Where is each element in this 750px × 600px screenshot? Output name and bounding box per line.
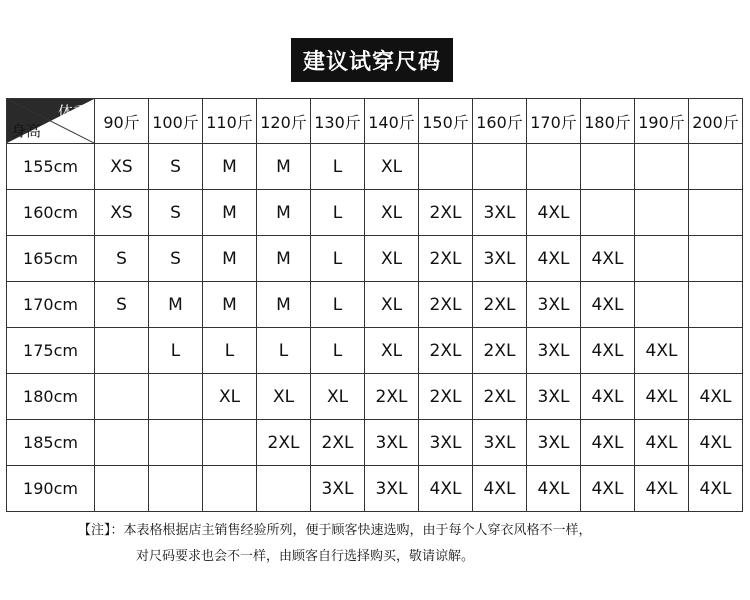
size-cell: 4XL: [581, 420, 635, 466]
size-cell: [203, 420, 257, 466]
size-cell: 3XL: [311, 466, 365, 512]
size-cell: [635, 236, 689, 282]
size-cell: [527, 144, 581, 190]
size-cell: 2XL: [311, 420, 365, 466]
size-cell: S: [149, 144, 203, 190]
size-cell: M: [203, 144, 257, 190]
height-label: 190cm: [7, 466, 95, 512]
size-cell: 3XL: [527, 328, 581, 374]
size-cell: XL: [365, 190, 419, 236]
height-label: 170cm: [7, 282, 95, 328]
weight-header: 180斤: [581, 99, 635, 144]
weight-axis-label: 体重: [57, 103, 88, 121]
size-cell: L: [311, 144, 365, 190]
size-cell: [95, 466, 149, 512]
size-cell: [689, 144, 743, 190]
size-chart-table: [6, 98, 743, 512]
size-cell: [581, 190, 635, 236]
size-cell: 3XL: [527, 374, 581, 420]
size-cell: 4XL: [635, 328, 689, 374]
weight-header: 110斤: [203, 99, 257, 144]
weight-header-row: [7, 99, 743, 144]
size-cell: [635, 190, 689, 236]
size-cell: M: [203, 190, 257, 236]
size-cell: M: [257, 190, 311, 236]
size-cell: [203, 466, 257, 512]
size-cell: S: [149, 236, 203, 282]
size-cell: L: [311, 236, 365, 282]
weight-header: 130斤: [311, 99, 365, 144]
table-row: [7, 374, 743, 420]
size-cell: 4XL: [635, 374, 689, 420]
size-cell: XL: [365, 236, 419, 282]
note-line-1: 【注】：本表格根据店主销售经验所列，便于顾客快速选购，由于每个人穿衣风格不一样，: [78, 523, 592, 538]
table-row: [7, 190, 743, 236]
size-cell: 2XL: [419, 282, 473, 328]
size-cell: 2XL: [419, 236, 473, 282]
size-cell: 3XL: [527, 420, 581, 466]
weight-header: 150斤: [419, 99, 473, 144]
size-cell: [689, 328, 743, 374]
size-cell: [689, 282, 743, 328]
size-cell: M: [203, 282, 257, 328]
weight-header: 140斤: [365, 99, 419, 144]
size-cell: M: [257, 236, 311, 282]
size-cell: 2XL: [473, 328, 527, 374]
size-cell: [95, 374, 149, 420]
size-cell: [581, 144, 635, 190]
size-cell: 4XL: [581, 374, 635, 420]
weight-header: 120斤: [257, 99, 311, 144]
size-cell: 4XL: [689, 420, 743, 466]
size-cell: [95, 328, 149, 374]
table-row: [7, 236, 743, 282]
size-cell: 4XL: [689, 374, 743, 420]
size-cell: S: [95, 282, 149, 328]
size-cell: [689, 236, 743, 282]
height-label: 165cm: [7, 236, 95, 282]
height-label: 185cm: [7, 420, 95, 466]
size-cell: 2XL: [473, 282, 527, 328]
table-row: [7, 466, 743, 512]
height-label: 175cm: [7, 328, 95, 374]
weight-header: 170斤: [527, 99, 581, 144]
size-cell: 2XL: [419, 328, 473, 374]
size-cell: 3XL: [473, 190, 527, 236]
size-cell: 3XL: [473, 420, 527, 466]
size-cell: [635, 282, 689, 328]
size-cell: [95, 420, 149, 466]
size-cell: L: [311, 282, 365, 328]
table-row: [7, 420, 743, 466]
table-row: [7, 328, 743, 374]
size-cell: XL: [311, 374, 365, 420]
height-label: 160cm: [7, 190, 95, 236]
size-cell: 3XL: [365, 466, 419, 512]
size-cell: L: [257, 328, 311, 374]
chart-title: 建议试穿尺码: [291, 38, 453, 82]
height-label: 180cm: [7, 374, 95, 420]
size-cell: 4XL: [527, 466, 581, 512]
size-cell: 2XL: [257, 420, 311, 466]
weight-header: 190斤: [635, 99, 689, 144]
size-cell: 3XL: [527, 282, 581, 328]
size-cell: 4XL: [527, 236, 581, 282]
size-cell: 3XL: [365, 420, 419, 466]
note-line-2: 对尺码要求也会不一样，由顾客自行选择购买，敬请谅解。: [136, 549, 475, 564]
size-cell: L: [311, 328, 365, 374]
size-cell: [149, 420, 203, 466]
size-cell: [149, 466, 203, 512]
table-row: [7, 144, 743, 190]
size-cell: [149, 374, 203, 420]
size-cell: [419, 144, 473, 190]
corner-cell: [7, 99, 95, 144]
size-cell: 2XL: [419, 190, 473, 236]
size-cell: L: [149, 328, 203, 374]
size-cell: XL: [365, 328, 419, 374]
size-cell: 3XL: [473, 236, 527, 282]
size-cell: 4XL: [581, 236, 635, 282]
size-cell: L: [311, 190, 365, 236]
size-cell: XL: [365, 144, 419, 190]
weight-header: 160斤: [473, 99, 527, 144]
size-cell: S: [95, 236, 149, 282]
weight-header: 90斤: [95, 99, 149, 144]
size-cell: XL: [257, 374, 311, 420]
size-cell: 4XL: [635, 466, 689, 512]
size-cell: 4XL: [527, 190, 581, 236]
size-cell: 4XL: [419, 466, 473, 512]
size-cell: XL: [365, 282, 419, 328]
size-cell: XS: [95, 144, 149, 190]
size-cell: M: [257, 144, 311, 190]
size-cell: 2XL: [473, 374, 527, 420]
size-cell: M: [203, 236, 257, 282]
size-cell: 4XL: [581, 466, 635, 512]
size-cell: 2XL: [419, 374, 473, 420]
size-cell: [257, 466, 311, 512]
size-cell: S: [149, 190, 203, 236]
size-cell: 3XL: [419, 420, 473, 466]
weight-header: 200斤: [689, 99, 743, 144]
size-cell: [635, 144, 689, 190]
size-cell: 2XL: [365, 374, 419, 420]
size-cell: M: [257, 282, 311, 328]
size-cell: 4XL: [635, 420, 689, 466]
size-cell: 4XL: [581, 282, 635, 328]
size-cell: XL: [203, 374, 257, 420]
size-cell: 4XL: [473, 466, 527, 512]
size-cell: L: [203, 328, 257, 374]
disclaimer-note: [78, 518, 718, 570]
table-row: [7, 282, 743, 328]
weight-header: 100斤: [149, 99, 203, 144]
height-label: 155cm: [7, 144, 95, 190]
size-cell: XS: [95, 190, 149, 236]
size-cell: [689, 190, 743, 236]
size-cell: 4XL: [581, 328, 635, 374]
size-cell: [473, 144, 527, 190]
size-cell: M: [149, 282, 203, 328]
height-axis-label: 身高: [11, 122, 42, 140]
size-cell: 4XL: [689, 466, 743, 512]
